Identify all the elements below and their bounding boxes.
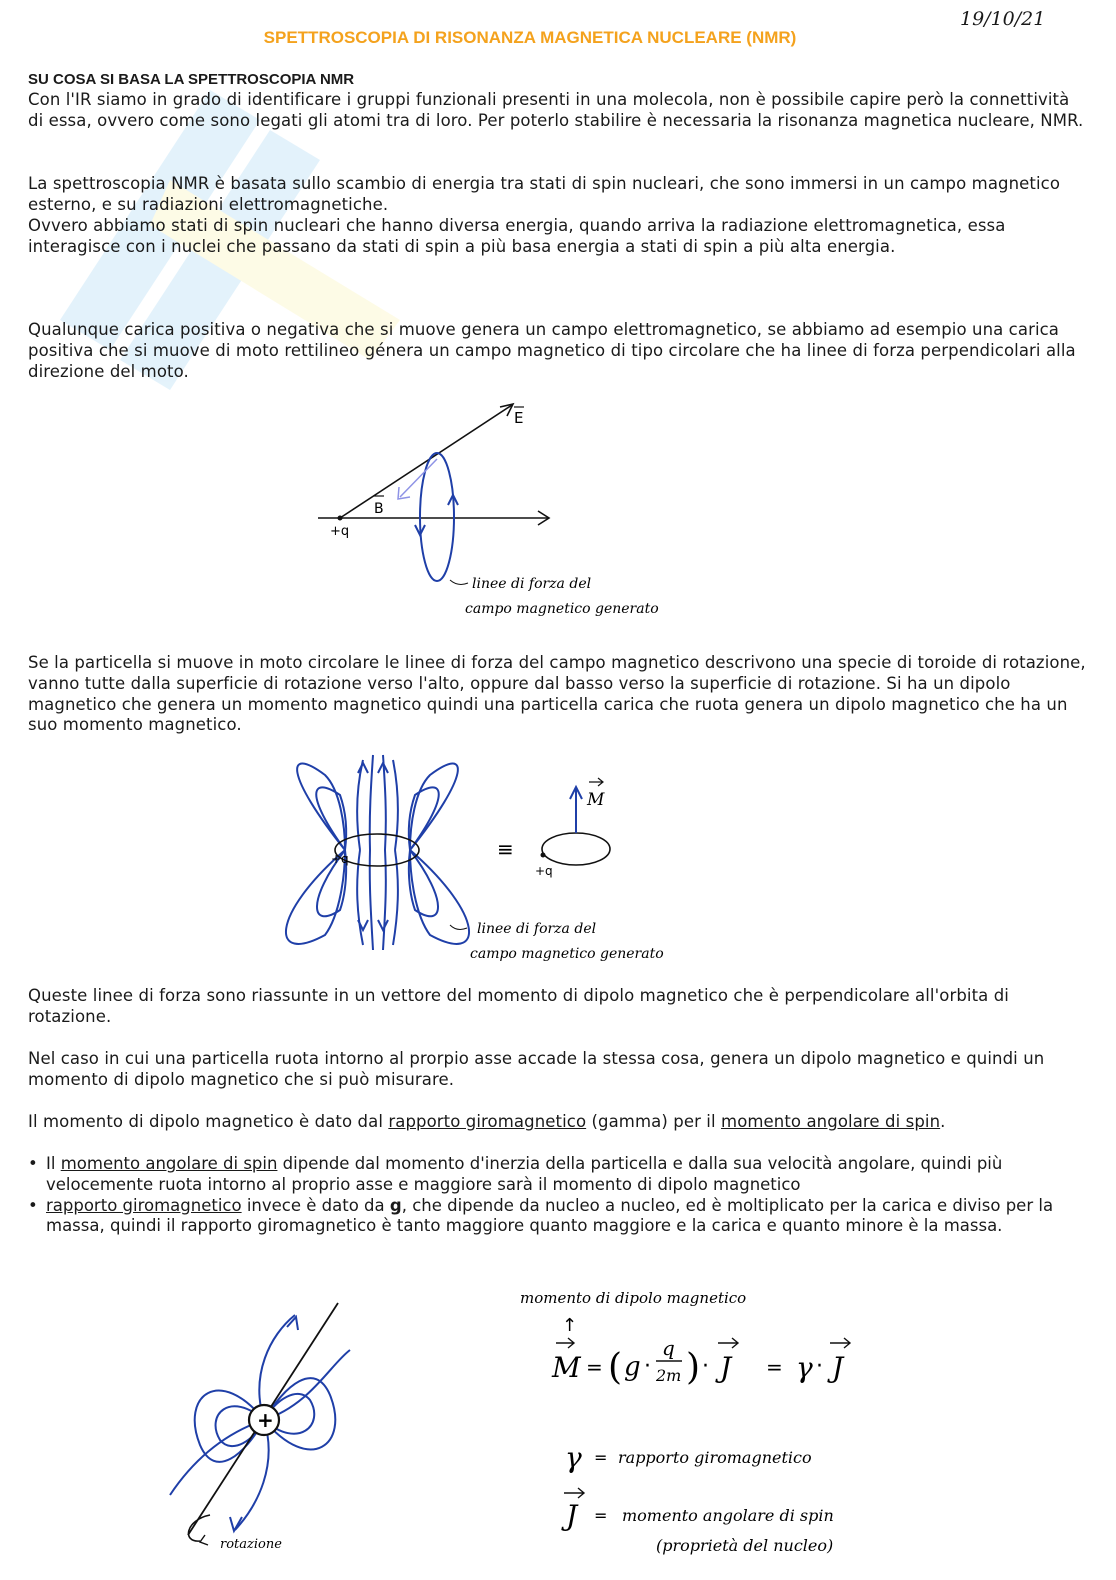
figure-spinning-nucleus (160, 1295, 380, 1555)
paragraph-spin-states: Ovvero abbiamo stati di spin nucleari che hanno diversa energia, quando arriva la radiazione elettromagnetica, essa interagisce con i nuclei che passano da stati di spin a più basa energia a stati di spin a più alta energia. (28, 216, 1006, 256)
fig2-caption-line1: linee di forza del (477, 921, 597, 937)
formula-denominator-2m: 2m (656, 1366, 682, 1385)
p7-text-pre: Il momento di dipolo magnetico è dato dal (28, 1112, 389, 1131)
b2-text-a: invece è dato da (241, 1195, 390, 1215)
fig3-rotation-label: rotazione (220, 1537, 282, 1552)
b2-g-symbol: g (389, 1195, 402, 1215)
fig3-plus-sign: + (257, 1408, 274, 1432)
b1-term: momento angolare di spin (60, 1154, 278, 1173)
paragraph-nmr-basis: La spettroscopia NMR è basata sullo scambio di energia tra stati di spin nucleari, che sono immersi in un campo magnetico esterno, e su radiazioni elettromagnetiche. (28, 174, 1061, 214)
definition-gamma-symbol: γ (565, 1441, 582, 1474)
b1-text-post: dipende dal momento d'inerzia della particella e dalla sua velocità angolare, quindi più velocemente ruota intorno al proprio asse e maggiore sarà il momento di dipolo magnetico (46, 1154, 1003, 1194)
fig1-b-vector-label: B (374, 501, 384, 517)
fig1-e-vector-label: E (514, 409, 524, 427)
p7-text-end: . (940, 1112, 946, 1131)
formula-label-top: momento di dipolo magnetico (520, 1289, 747, 1307)
formula-dot-1: · (644, 1354, 651, 1379)
formula-j-2: J (832, 1351, 844, 1384)
b2-text-b: , che dipende da nucleo a nucleo, ed è moltiplicato per la carica e diviso per la massa, quindi il rapporto giromagnetico è tanto maggiore quanto maggiore e la carica e quanto minore è la massa. (46, 1195, 1054, 1236)
formula-up-arrow: ↑ (562, 1315, 578, 1336)
page-title: SPETTROSCOPIA DI RISONANZA MAGNETICA NUCLEARE (NMR) (263, 28, 797, 47)
definition-j-text-1: momento angolare di spin (622, 1506, 834, 1525)
paragraph-intro: Con l'IR siamo in grado di identificare i gruppi funzionali presenti in una molecola, non è possibile capire però la connettività di essa, ovvero come sono legati gli atomi tra di loro. Per poterlo stabilire è necessaria la risonanza magnetica nucleare, NMR. (28, 90, 1084, 130)
paragraph-dipole-vector: Queste linee di forza sono riassunte in un vettore del momento di dipolo magnetico che è perpendicolare all'orbita di rotazione. (28, 986, 1009, 1026)
fig2-caption-line2: campo magnetico generato (470, 946, 664, 962)
definition-gamma-text: rapporto giromagnetico (618, 1448, 812, 1467)
p7-term-spin-momentum: momento angolare di spin (721, 1112, 941, 1131)
formula-close-paren: ) (686, 1347, 701, 1388)
fig2-charge-right: +q (535, 864, 553, 878)
formula-dot-3: · (816, 1354, 823, 1379)
formula-magnetic-moment (510, 1285, 890, 1565)
formula-g: g (624, 1352, 641, 1382)
figure-linear-charge (300, 395, 680, 635)
definition-j-equals: = (594, 1506, 608, 1525)
fig2-charge-left: +q (331, 852, 349, 866)
section-heading: SU COSA SI BASA LA SPETTROSCOPIA NMR (28, 71, 355, 88)
bullet-list (28, 1154, 1088, 1237)
definition-j-symbol: J (566, 1499, 578, 1532)
fig2-mu-vector-label: M (587, 790, 605, 810)
paragraph-spin-axis: Nel caso in cui una particella ruota intorno al prorpio asse accade la stessa cosa, genera un dipolo magnetico e quindi un momento di dipolo magnetico che si può misurare. (28, 1049, 1045, 1089)
bullet-spin-momentum (28, 1154, 1088, 1196)
definition-j-text-2: (proprietà del nucleo) (656, 1536, 834, 1555)
fig1-charge-label: +q (330, 524, 350, 539)
b1-text-pre: Il (46, 1154, 61, 1173)
p7-text-mid: (gamma) per il (586, 1112, 722, 1131)
document-date: 19/10/21 (960, 8, 1046, 30)
formula-equals-2: = (766, 1355, 783, 1379)
paragraph-dipole-definition (28, 1112, 1088, 1133)
p7-term-gyromagnetic: rapporto giromagnetico (388, 1112, 587, 1131)
paragraph-circular-motion: Se la particella si muove in moto circolare le linee di forza del campo magnetico descrivono una specie di toroide di rotazione, vanno tutte dalla superficie di rotazione verso l'alto, oppure dal basso verso la superficie di rotazione. Si ha un dipolo magnetico che genera un momento magnetico quindi una particella carica che ruota genera un dipolo magnetico che ha un suo momento magnetico. (28, 653, 1086, 735)
fig1-caption-line1: linee di forza del (472, 576, 592, 592)
formula-equals-1: = (586, 1355, 603, 1379)
formula-dot-2: · (702, 1354, 709, 1379)
b2-term: rapporto giromagnetico (46, 1195, 242, 1215)
fig2-equivalence: ≡ (497, 837, 514, 861)
formula-numerator-q: q (662, 1336, 675, 1360)
formula-j-1: J (720, 1351, 732, 1384)
formula-gamma: γ (796, 1351, 813, 1384)
bullet-gyromagnetic-ratio (28, 1196, 1088, 1238)
formula-mu: M (552, 1351, 581, 1384)
definition-gamma-equals: = (594, 1448, 608, 1467)
formula-open-paren: ( (608, 1347, 623, 1388)
figure-magnetic-dipole (285, 755, 685, 970)
paragraph-moving-charge: Qualunque carica positiva o negativa che si muove genera un campo elettromagnetico, se abbiamo ad esempio una carica positiva che si muove di moto rettilineo génera un campo magnetico di tipo circolare che ha linee di forza perpendicolari alla direzione del moto. (28, 320, 1076, 381)
fig1-caption-line2: campo magnetico generato (465, 601, 659, 617)
